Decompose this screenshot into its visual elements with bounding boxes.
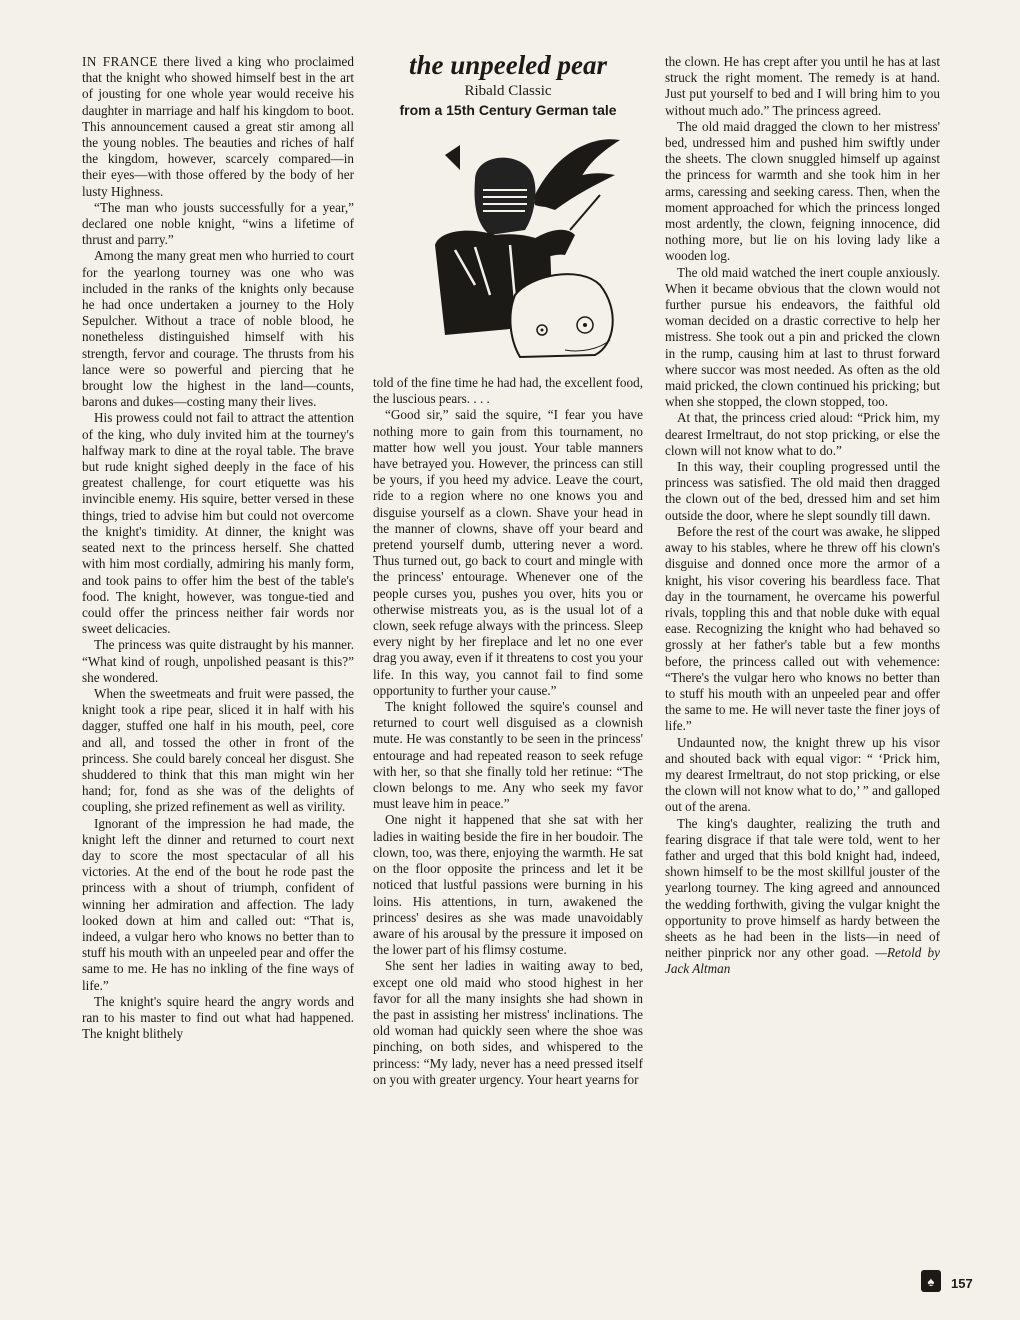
paragraph: The princess was quite distraught by his manner. “What kind of rough, unpolished peasant is this?” she wondered. — [82, 637, 354, 685]
knight-princess-illustration — [415, 135, 630, 360]
paragraph: The knight followed the squire's counsel and returned to court well disguised as a clownish mute. He was constantly to be seen in the princess' entourage and had repeated reason to seek refuge with her, so that she finally told her retinue: “The clown belongs to me. Any who seek my favor must leave him in peace.” — [373, 699, 643, 812]
paragraph: “The man who jousts successfully for a year,” declared one noble knight, “wins a lifetime of thrust and parry.” — [82, 199, 354, 248]
paragraph: The old maid watched the inert couple anxiously. When it became obvious that the clown would not further pursue his endeavors, the faithful old woman decided on a drastic corrective to help her mistress. She took out a pin and pricked the clown in the rump, causing him at last to thrust forward where succor was most needed. As often as the old maid pricked, the clown continued his pricking; but when she stopped, the clown stopped, too. — [665, 264, 940, 410]
paragraph: The king's daughter, realizing the truth and fearing disgrace if that tale were told, went to her father and urged that this bold knight had, indeed, shown himself to be the most skillful jouster of the yearlong tourney. The king agreed and announced the wedding forthwith, giving the vulgar knight the opportunity to prove himself as hardy between the sheets as he had been in the lists—in need of neither pinprick nor any other goad. —Retold by Jack Altman — [665, 815, 940, 977]
paragraph: IN FRANCE there lived a king who proclaimed that the knight who showed himself best in the art of jousting for one whole year would receive his daughter in marriage and half his kingdom to boot. This announcement caused a great stir among all the young nobles. The beauties and riches of half the kingdom, however, scarcely compared—in their eyes—with those offered by the body of her lusty Highness. — [82, 54, 354, 199]
author-credit: —Retold by Jack Altman — [665, 945, 940, 977]
lead-in: IN FRANCE — [82, 54, 158, 69]
article-title: the unpeeled pear — [409, 50, 607, 80]
paragraph: In this way, their coupling progressed until the princess was satisfied. The old maid then dragged the clown out of the bed, dressed him and set him outside the door, where he slept soundly till dawn. — [665, 459, 940, 523]
paragraph: Among the many great men who hurried to court for the yearlong tourney was one who was included in the ranks of the knights only because he had once undertaken a journey to the Holy Sepulcher. Without a trace of noble blood, he nonetheless distinguished himself with his strength, fervor and courage. The thrusts from his lance were so powerful and piercing that he brought low the highest in the land—counts, barons and dukes—costing many their lives. — [82, 248, 354, 410]
paragraph: At that, the princess cried aloud: “Prick him, my dearest Irmeltraut, do not stop pricking, or else the clown will not know what to do.” — [665, 410, 940, 458]
paragraph: Before the rest of the court was awake, he slipped away to his stables, where he threw off his clown's disguise and donned once more the armor of a knight, his visor covering his beardless face. That day in the tournament, he overcame his powerful rivals, toppling this and that noble duke with equal ease. Recognizing the knight who had behaved so grossly at her father's table but a few months before, the princess called out with vehemence: “There's the vulgar hero who knows no better than to stuff his mouth with an unpeeled pear and offer the same to me. He will never taste the finer joys of life.” — [665, 523, 940, 734]
paragraph: Ignorant of the impression he had made, the knight left the dinner and returned to court next day to score the most spectacular of all his victories. At the end of the bout he rode past the princess with a shout of triumph, confident of winning her admiration and affection. The lady looked down at him and called out: “That is, indeed, a vulgar hero who knows no better than to stuff his mouth with an unpeeled pear and offer the same to me. He has no inkling of the fine ways of life.” — [82, 815, 354, 993]
paragraph: When the sweetmeats and fruit were passed, the knight took a ripe pear, sliced it in half with his dagger, stuffed one half in his mouth, peel, core and all, and tossed the other in front of the princess. She could barely conceal her disgust. She shuddered to think that this man might win her hand; for, fond as she was of the delights of coupling, she prized refinement as well as virility. — [82, 685, 354, 815]
paragraph: The old maid dragged the clown to her mistress' bed, undressed him and pushed him swiftly under the sheets. The clown snuggled himself up against the princess for warmth and she took him in her arms, caressing and seeking caress. Then, when the moment approached for which the princess longed most ardently, the clown, feigning innocence, did nothing more, but lie on his loving lady like a wooden log. — [665, 118, 940, 264]
article-column-3 — [665, 54, 940, 978]
rabbit-head-icon: ♠ — [921, 1270, 941, 1292]
article-source: from a 15th Century German tale — [399, 102, 617, 118]
paragraph: The knight's squire heard the angry words and ran to his master to find out what had happened. The knight blithely — [82, 993, 354, 1042]
article-title-block — [373, 50, 643, 119]
article-column-1 — [82, 54, 354, 1042]
paragraph: Undaunted now, the knight threw up his visor and shouted back with equal vigor: “ ‘Prick him, my dearest Irmeltraut, do not stop pricking, or else the clown will not know what to do,’ ” and galloped out of the arena. — [665, 734, 940, 815]
paragraph: His prowess could not fail to attract the attention of the king, who duly invited him at the tourney's halfway mark to dine at the royal table. The brave but rude knight sighed deeply in the face of his greatest challenge, for court etiquette was his invincible enemy. His squire, better versed in these things, tried to advise him but could not overcome the knight's timidity. At dinner, the knight was seated next to the princess herself. She chatted with him most cordially, admiring his manly form, and took pains to offer him the best of the table's food. The knight, however, was tongue-tied and could offer the princess neither fair words nor sweet delicacies. — [82, 410, 354, 637]
page-number: 157 — [951, 1276, 973, 1291]
paragraph: the clown. He has crept after you until he has at last struck the right moment. The remedy is at hand. Just put yourself to bed and I will bring him to you without much ado.” The princess agreed. — [665, 54, 940, 118]
paragraph: One night it happened that she sat with her ladies in waiting beside the fire in her boudoir. The clown, too, was there, enjoying the warmth. He sat on the floor opposite the princess and let it be noticed that lustful passions were burning in his loins. His attentions, in turn, awakened the princess' desires as she was made unavoidably aware of his arousal by the pressure it imposed on the lower part of his flimsy costume. — [373, 812, 643, 958]
paragraph: “Good sir,” said the squire, “I fear you have nothing more to gain from this tournament, no matter how well you joust. Your table manners have betrayed you. However, the princess can still be yours, if you heed my advice. Leave the court, ride to a region where no one knows you and disguise yourself as a clown. Shave your head in the manner of clowns, shave off your beard and pretend yourself dumb, uttering never a word. Thus turned out, go back to court and mingle with the princess' entourage. Whenever one of the people curses you, pushes you over, hits you or otherwise mistreats you, as is the usual lot of a clown, seek refuge always with the princess. Sleep every night by her fireplace and let no one ever drag you away, even if it threatens to cost you your life. In this way, you cannot fail to find some opportunity to further your cause.” — [373, 407, 643, 698]
paragraph: She sent her ladies in waiting away to bed, except one old maid who stood highest in her favor for all the many insights she had shown in the past in assisting her mistress' inclinations. The old woman had quickly seen where the shoe was pinching, on both sides, and whispered to the princess: “My lady, never has a need pressed itself on you with greater urgency. Your heart yearns for — [373, 958, 643, 1087]
paragraph: told of the fine time he had had, the excellent food, the luscious pears. . . . — [373, 375, 643, 407]
article-subtitle: Ribald Classic — [464, 83, 552, 99]
article-column-2 — [373, 375, 643, 1088]
